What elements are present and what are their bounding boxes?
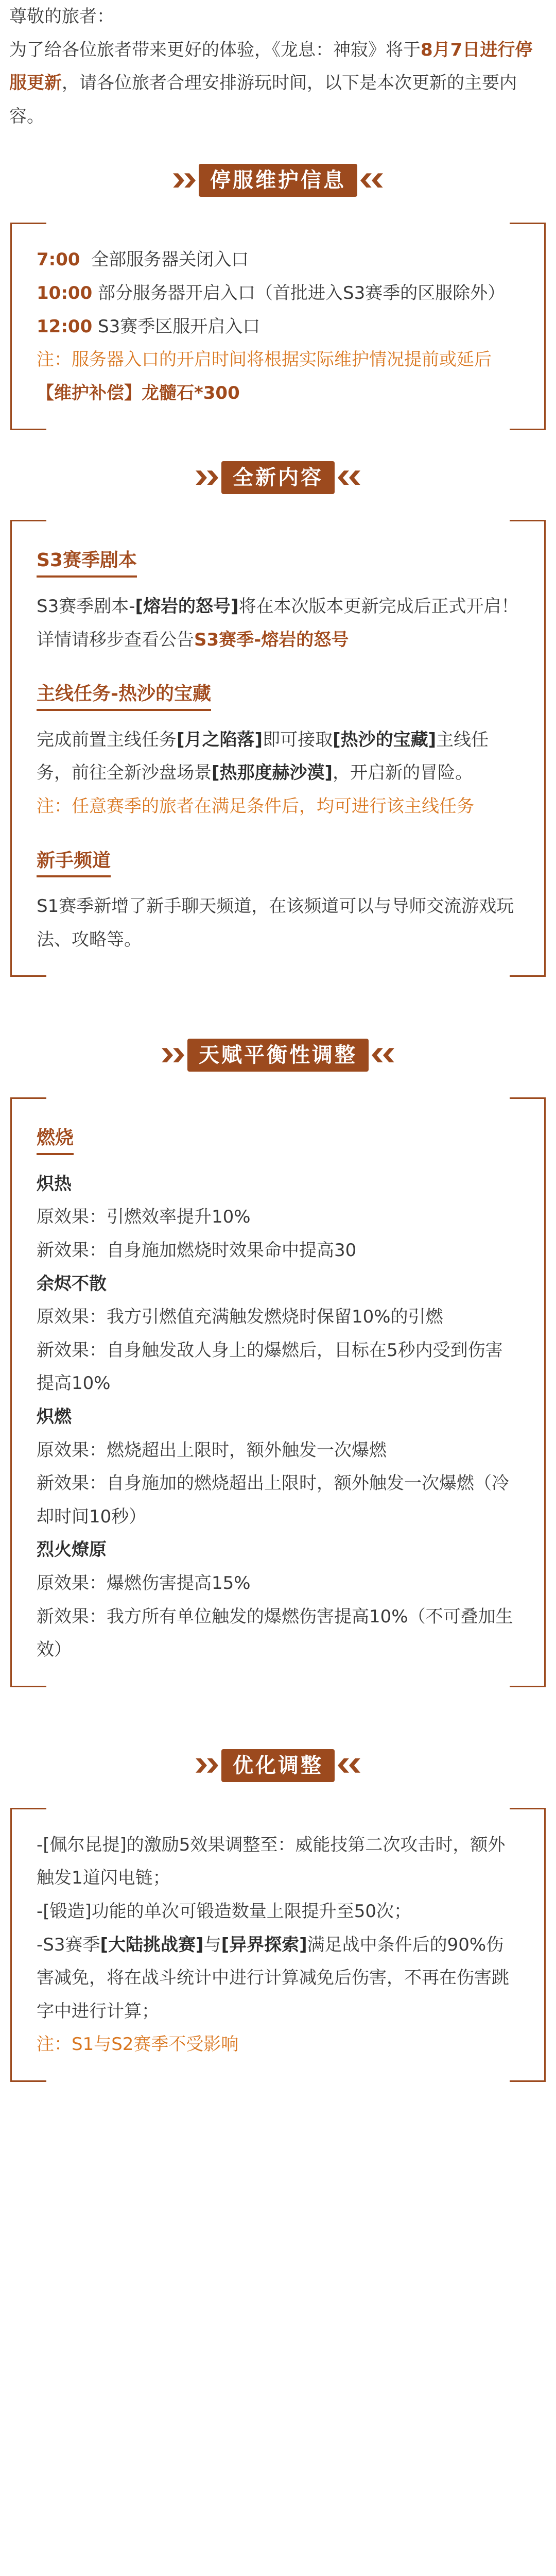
talent-orig: 原效果：爆燃伤害提高15%: [37, 1573, 251, 1594]
section-title: 天赋平衡性调整: [187, 1039, 369, 1072]
greeting: 尊敬的旅者：: [9, 6, 114, 27]
compensation-value: 龙髓石*300: [142, 382, 240, 403]
double-arrow-right-icon: [338, 470, 360, 485]
talent-orig: 原效果：燃烧超出上限时，额外触发一次爆燃: [37, 1439, 387, 1461]
schedule-desc: S3赛季区服开启入口: [98, 316, 260, 337]
quest-note: 注：任意赛季的旅者在满足条件后，均可进行该主线任务: [37, 795, 474, 817]
text: 主线任务，前往全新沙盘场景: [37, 729, 489, 784]
location-name: [热那度赫沙漠]: [212, 762, 333, 784]
talent-item: [37, 1400, 519, 1533]
schedule-desc: 全部服务器关闭入口: [91, 249, 249, 270]
section-title: 优化调整: [221, 1749, 335, 1782]
talent-name: 炽热: [37, 1173, 72, 1194]
intro-paragraph: [9, 33, 547, 133]
quest-name: [月之陷落]: [177, 729, 263, 750]
optimize-item: [37, 1928, 519, 2028]
text: 将在本次版本更新完成后正式开启！详情请移步查看公告: [37, 596, 519, 650]
optimize-item: -[锻造]功能的单次可锻造数量上限提升至50次；: [37, 1901, 412, 1922]
schedule-row: [37, 310, 519, 344]
mode-name: [异界探索]: [221, 1934, 307, 1955]
section-title: 全新内容: [221, 461, 335, 494]
talent-new: 新效果：自身施加燃烧时效果命中提高30: [37, 1240, 357, 1261]
talent-item: [37, 1533, 519, 1666]
schedule-time: 10:00: [37, 282, 93, 303]
compensation: [37, 377, 519, 410]
text: 完成前置主线任务: [37, 729, 177, 750]
s3-paragraph: [37, 590, 519, 656]
talent-name: 烈火燎原: [37, 1539, 107, 1561]
new-content-box: [10, 520, 546, 977]
maintenance-note: 注：服务器入口的开启时间将根据实际维护情况提前或延后: [37, 349, 492, 370]
double-arrow-left-icon: [196, 1758, 218, 1773]
section-title: 停服维护信息: [199, 164, 357, 197]
section-header-new-content: [0, 461, 556, 494]
schedule-desc: 部分服务器开启入口（首批进入S3赛季的区服除外）: [98, 282, 506, 303]
talent-orig: 原效果：引燃效率提升10%: [37, 1207, 251, 1228]
schedule-time: 7:00: [37, 249, 80, 270]
talent-box: [10, 1097, 546, 1687]
text: 与: [203, 1934, 221, 1955]
talent-new: 新效果：我方所有单位触发的爆燃伤害提高10%（不可叠加生效）: [37, 1606, 513, 1660]
text: ，开启新的冒险。: [333, 762, 473, 784]
section-header-optimize: [0, 1749, 556, 1782]
section-header-talent: [0, 1039, 556, 1072]
text: -S3赛季: [37, 1934, 100, 1955]
optimize-box: [10, 1808, 546, 2082]
talent-new: 新效果：自身施加的燃烧超出上限时，额外触发一次爆燃（冷却时间10秒）: [37, 1473, 509, 1527]
subsection-title-s3: S3赛季剧本: [37, 546, 137, 578]
compensation-label: 【维护补偿】: [37, 382, 142, 403]
section-header-maintenance: [0, 164, 556, 197]
text: S3赛季剧本-: [37, 596, 135, 617]
intro-text-pre: 为了给各位旅者带来更好的体验，《龙息：神寂》将于: [9, 39, 421, 60]
quest-paragraph: [37, 723, 519, 790]
mode-name: [大陆挑战赛]: [100, 1934, 204, 1955]
scenario-name: [熔岩的怒号]: [135, 596, 239, 617]
double-arrow-right-icon: [338, 1758, 360, 1773]
optimize-item: -[佩尔昆提]的激励5效果调整至：威能技第二次攻击时，额外触发1道闪电链；: [37, 1834, 506, 1889]
double-arrow-left-icon: [173, 173, 196, 188]
talent-name: 余烬不散: [37, 1273, 107, 1294]
text: 即可接取: [263, 729, 333, 750]
schedule-row: [37, 243, 519, 277]
talent-orig: 原效果：我方引燃值充满触发燃烧时保留10%的引燃: [37, 1307, 443, 1328]
optimize-note: 注：S1与S2赛季不受影响: [37, 2034, 239, 2055]
talent-item: [37, 1267, 519, 1400]
talent-item: [37, 1167, 519, 1267]
talent-new: 新效果：自身触发敌人身上的爆燃后，目标在5秒内受到伤害提高10%: [37, 1340, 503, 1394]
talent-category: 燃烧: [37, 1123, 74, 1155]
schedule-time: 12:00: [37, 316, 93, 337]
intro-text-post: ，请各位旅者合理安排游玩时间，以下是本次更新的主要内容。: [9, 73, 517, 127]
announcement-link[interactable]: S3赛季-熔岩的怒号: [194, 629, 349, 650]
update-date: 8月7日进行停服更新: [9, 39, 533, 94]
subsection-title-quest: 主线任务-热沙的宝藏: [37, 679, 211, 711]
intro: [0, 0, 556, 133]
maintenance-box: [10, 223, 546, 430]
subsection-title-novice: 新手频道: [37, 846, 111, 878]
double-arrow-left-icon: [162, 1048, 184, 1062]
novice-paragraph: S1赛季新增了新手聊天频道，在该频道可以与导师交流游戏玩法、攻略等。: [37, 896, 514, 950]
text: 满足战中条件后的90%伤害减免，将在战斗统计中进行计算减免后伤害，不再在伤害跳字中进行计算；: [37, 1934, 509, 2022]
talent-name: 炽燃: [37, 1406, 72, 1428]
schedule-row: [37, 277, 519, 310]
double-arrow-left-icon: [196, 470, 218, 485]
double-arrow-right-icon: [360, 173, 383, 188]
quest-name: [热沙的宝藏]: [333, 729, 437, 750]
double-arrow-right-icon: [372, 1048, 394, 1062]
